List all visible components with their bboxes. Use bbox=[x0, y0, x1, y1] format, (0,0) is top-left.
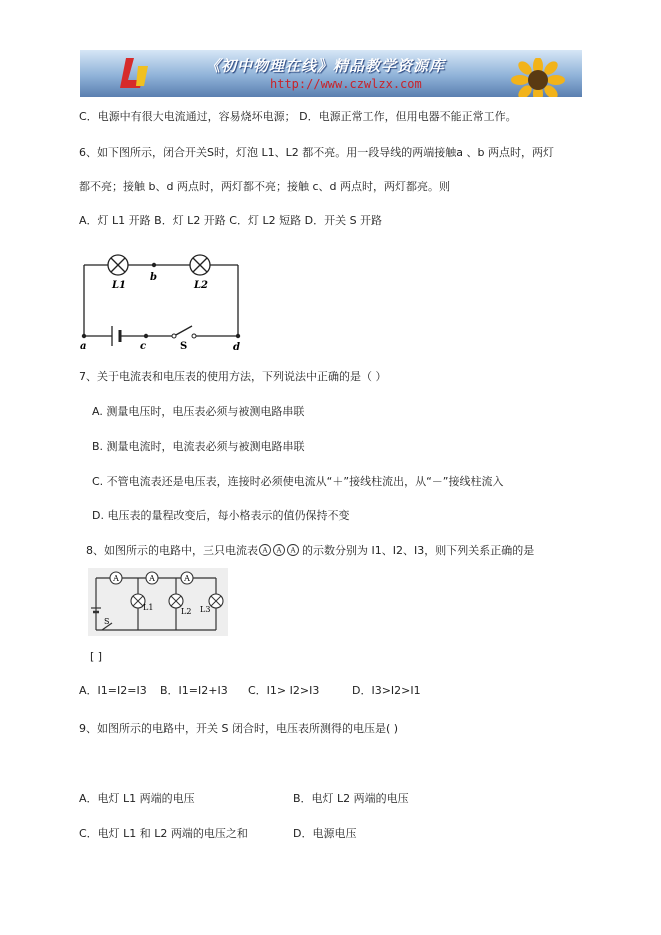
q6-stem-line2: 都不亮；接触 b、d 两点时，两灯都不亮；接触 c、d 两点时，两灯都亮。则 bbox=[79, 180, 450, 193]
label-l2: L2 bbox=[194, 280, 208, 291]
label-c: c bbox=[140, 341, 147, 352]
node-c bbox=[144, 334, 148, 338]
q9-option-a: A．电灯 L1 两端的电压 bbox=[79, 792, 195, 805]
q8-stem bbox=[86, 544, 534, 558]
svg-text:A: A bbox=[276, 546, 282, 555]
banner-url: http://www.czwlzx.com bbox=[270, 77, 422, 91]
switch-pivot bbox=[172, 334, 176, 338]
node-b bbox=[152, 263, 156, 267]
lamp-l1-icon bbox=[108, 255, 128, 275]
label-a: a bbox=[80, 341, 87, 352]
q9-option-d: D．电源电压 bbox=[293, 827, 357, 840]
label-l2: L2 bbox=[181, 607, 192, 616]
node-d bbox=[236, 334, 240, 338]
ammeter-symbols-icon bbox=[258, 544, 302, 556]
q8-option-a: A．I1=I2=I3 bbox=[79, 684, 147, 697]
circuit-diagram-q6 bbox=[76, 252, 246, 352]
q7-option-a: A. 测量电压时，电压表必须与被测电路串联 bbox=[92, 405, 305, 418]
svg-text:A: A bbox=[184, 574, 190, 583]
q7-stem: 7、关于电流表和电压表的使用方法，下列说法中正确的是（ ） bbox=[79, 370, 387, 383]
q8-stem-text-2: 的示数分别为 I1、I2、I3，则下列关系正确的是 bbox=[302, 544, 535, 557]
label-l1: L1 bbox=[112, 280, 126, 291]
q6-stem-line1: 6、如下图所示，闭合开关S时，灯泡 L1、L2 都不亮。用一段导线的两端接触a 、b 两点时，两灯 bbox=[79, 146, 554, 159]
svg-text:A: A bbox=[290, 546, 296, 555]
ammeter-a3-icon bbox=[181, 572, 193, 584]
banner-title: 《初中物理在线》精品教学资源库 bbox=[205, 57, 446, 75]
node-a bbox=[82, 334, 86, 338]
q8-option-d: D．I3>I2>I1 bbox=[352, 684, 421, 697]
logo-icon bbox=[118, 56, 152, 92]
lamp-l3-icon bbox=[209, 594, 223, 608]
q8-stem-text: 8、如图所示的电路中，三只电流表 bbox=[86, 544, 258, 557]
lamp-l2-icon bbox=[169, 594, 183, 608]
ammeter-a1-icon bbox=[110, 572, 122, 584]
svg-text:A: A bbox=[262, 546, 268, 555]
label-l3: L3 bbox=[200, 605, 211, 614]
label-s: S bbox=[180, 341, 188, 352]
q8-option-c: C．I1> I2>I3 bbox=[248, 684, 320, 697]
q9-stem: 9、如图所示的电路中，开关 S 闭合时，电压表所测得的电压是( ) bbox=[79, 722, 399, 735]
q7-option-d: D. 电压表的量程改变后，每小格表示的值仍保持不变 bbox=[92, 509, 350, 522]
q8-option-b: B．I1=I2+I3 bbox=[160, 684, 228, 697]
svg-text:A: A bbox=[149, 574, 155, 583]
q6-options: A．灯 L1 开路 B．灯 L2 开路 C．灯 L2 短路 D．开关 S 开路 bbox=[79, 214, 383, 227]
switch-contact bbox=[192, 334, 196, 338]
q9-option-c: C．电灯 L1 和 L2 两端的电压之和 bbox=[79, 827, 248, 840]
q9-option-b: B．电灯 L2 两端的电压 bbox=[293, 792, 409, 805]
circuit-diagram-q8 bbox=[88, 568, 228, 636]
q5-options-cd: C．电源中有很大电流通过，容易烧坏电源； D．电源正常工作，但用电器不能正常工作。 bbox=[79, 110, 517, 123]
lamp-l2-icon bbox=[190, 255, 210, 275]
label-s: S bbox=[104, 617, 110, 626]
svg-text:A: A bbox=[113, 574, 119, 583]
ammeter-a2-icon bbox=[146, 572, 158, 584]
label-d: d bbox=[233, 342, 240, 352]
battery-icon bbox=[112, 326, 120, 346]
label-b: b bbox=[150, 272, 157, 283]
q7-option-c: C. 不管电流表还是电压表，连接时必须使电流从“＋”接线柱流出，从“－”接线柱流入 bbox=[92, 475, 504, 488]
q7-option-b: B. 测量电流时，电流表必须与被测电路串联 bbox=[92, 440, 305, 453]
sunflower-icon bbox=[506, 58, 570, 97]
label-l1: L1 bbox=[143, 603, 154, 612]
header-banner bbox=[80, 50, 582, 97]
q8-answer-bracket: [ ] bbox=[90, 650, 103, 663]
